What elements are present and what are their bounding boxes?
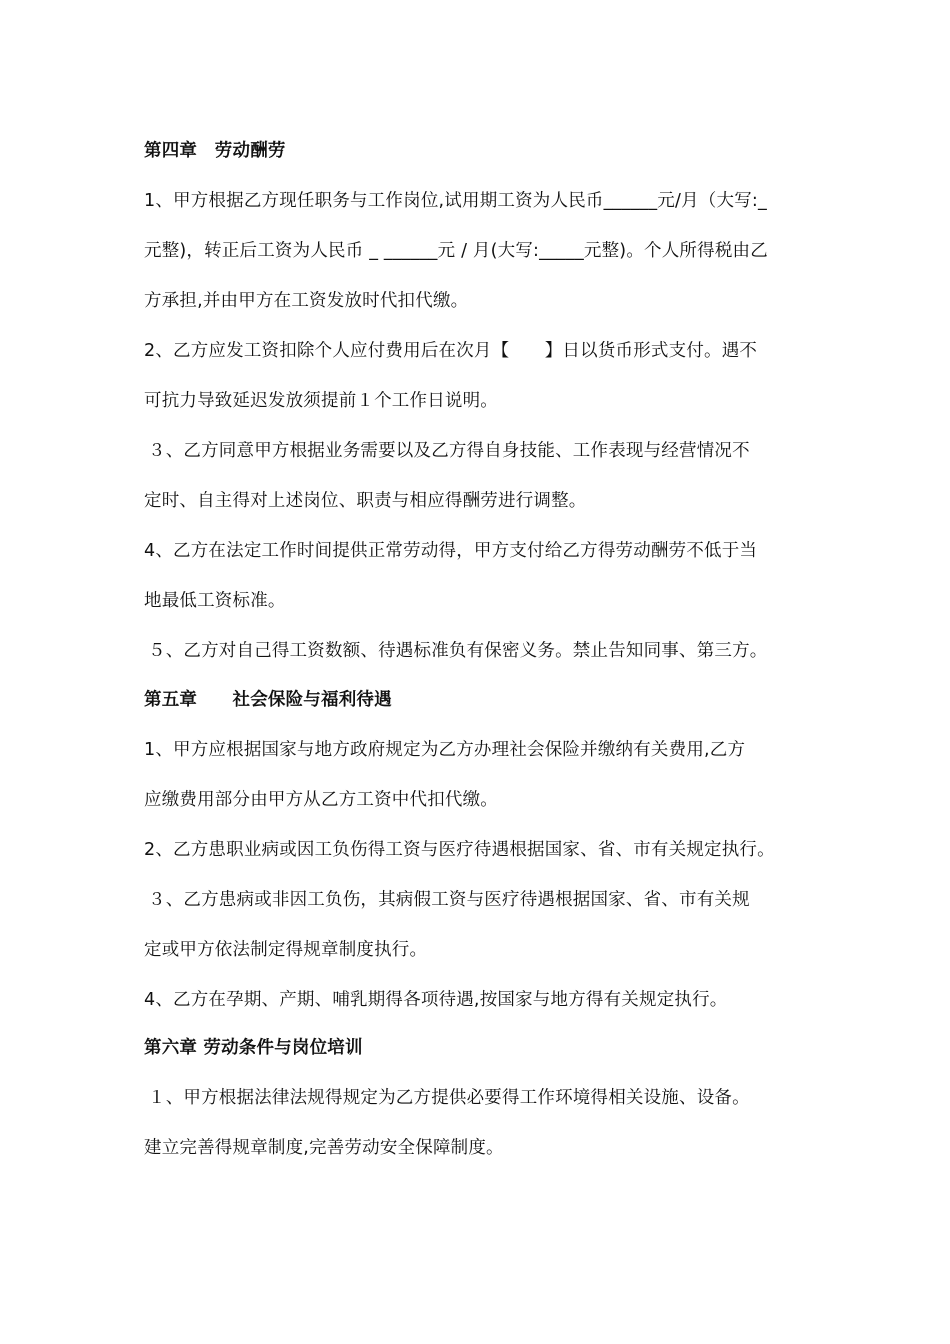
chapter-4-clause-3-line-1: ３、乙方同意甲方根据业务需要以及乙方得自身技能、工作表现与经营情况不 [148,441,750,461]
chapter-5-clause-3-line-1: ３、乙方患病或非因工负伤，其病假工资与医疗待遇根据国家、省、市有关规 [148,890,750,910]
chapter-4-heading: 第四章 劳动酬劳 [144,141,286,161]
chapter-5-clause-1-line-2: 应缴费用部分由甲方从乙方工资中代扣代缴。 [144,790,498,810]
chapter-4-clause-4-line-1: 4、乙方在法定工作时间提供正常劳动得，甲方支付给乙方得劳动酬劳不低于当 [144,541,758,561]
chapter-4-clause-1-line-2: 元整)，转正后工资为人民币 _ ______元 / 月(大写:_____元整)。个人所得税由乙 [144,241,768,261]
chapter-5-clause-2-line-1: 2、乙方患职业病或因工负伤得工资与医疗待遇根据国家、省、市有关规定执行。 [144,840,775,860]
chapter-4-clause-5-line-1: ５、乙方对自己得工资数额、待遇标准负有保密义务。禁止告知同事、第三方。 [148,641,768,661]
chapter-6-heading: 第六章 劳动条件与岗位培训 [144,1038,363,1058]
chapter-4-clause-4-line-2: 地最低工资标准。 [144,591,286,611]
chapter-4-clause-2-line-1: 2、乙方应发工资扣除个人应付费用后在次月【 】日以货币形式支付。遇不 [144,341,758,361]
chapter-4-clause-2-line-2: 可抗力导致延迟发放须提前１个工作日说明。 [144,391,498,411]
chapter-4-clause-1-line-1: 1、甲方根据乙方现任职务与工作岗位,试用期工资为人民币______元/月（大写:_ [144,191,767,211]
chapter-6-clause-1-line-2: 建立完善得规章制度,完善劳动安全保障制度。 [144,1138,504,1158]
chapter-5-clause-4-line-1: 4、乙方在孕期、产期、哺乳期得各项待遇,按国家与地方得有关规定执行。 [144,990,728,1010]
chapter-4-clause-1-line-3: 方承担,并由甲方在工资发放时代扣代缴。 [144,291,469,311]
chapter-5-clause-3-line-2: 定或甲方依法制定得规章制度执行。 [144,940,428,960]
chapter-4-clause-3-line-2: 定时、自主得对上述岗位、职责与相应得酬劳进行调整。 [144,491,587,511]
chapter-6-clause-1-line-1: １、甲方根据法律法规得规定为乙方提供必要得工作环境得相关设施、设备。 [148,1088,750,1108]
chapter-5-heading: 第五章 社会保险与福利待遇 [144,690,392,710]
chapter-5-clause-1-line-1: 1、甲方应根据国家与地方政府规定为乙方办理社会保险并缴纳有关费用,乙方 [144,740,746,760]
